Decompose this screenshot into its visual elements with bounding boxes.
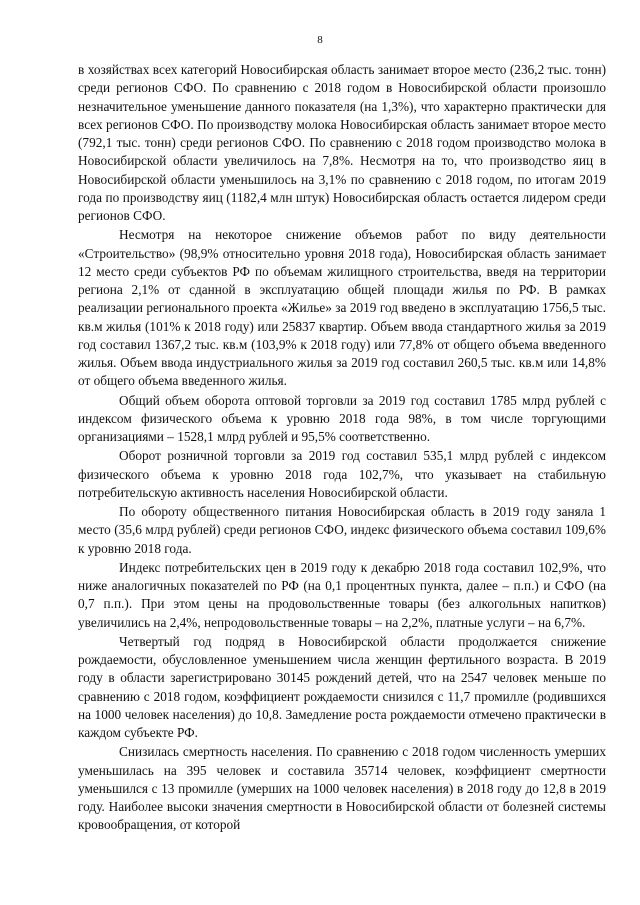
paragraph-wholesale-trade: Общий объем оборота оптовой торговли за 2019 год составил 1785 млрд рублей с индексом физического объема к уровню 2018 года 98%, в том числе торгующими организациями – 1528,1 млрд рублей и 95,5% соответственно. xyxy=(78,392,606,444)
paragraph-construction: Несмотря на некоторое снижение объемов работ по виду деятельности «Строительство» (98,9% относительно уровня 2018 года), Новосибирская область занимает 12 место среди субъектов РФ по объемам жилищного строительства, введя на территории региона 2,1% от сданной в эксплуатацию общей площади жилья по РФ. В рамках реализации регионального проекта «Жилье» за 2019 год введено в эксплуатацию 1756,5 тыс. кв.м жилья (101% к 2018 году) или 25837 квартир. Объем ввода стандартного жилья за 2019 год составил 1367,2 тыс. кв.м (103,9% к 2018 году) или 77,8% от общего объема введенного жилья. Объем ввода индустриального жилья за 2019 год составил 260,5 тыс. кв.м или 14,8% от общего объема введенного жилья. xyxy=(78,227,606,389)
paragraph-agriculture: в хозяйствах всех категорий Новосибирская область занимает второе место (236,2 тыс. тонн) среди регионов СФО. По сравнению с 2018 годом в Новосибирской области произошло незначительное уменьшение данного показателя (на 1,3%), что характерно практически для всех регионов СФО. По производству молока Новосибирская область занимает второе место (792,1 тыс. тонн) среди регионов СФО. По сравнению с 2018 годом производство молока в Новосибирской области увеличилось на 7,8%. Несмотря на то, что производство яиц в Новосибирской области уменьшилось на 3,1% по сравнению с 2018 годом, по итогам 2019 года по производству яиц (1182,4 млн штук) Новосибирская область остается лидером среди регионов СФО. xyxy=(78,62,606,223)
paragraph-mortality: Снизилась смертность населения. По сравнению с 2018 годом численность умерших уменьшилась на 395 человек и составила 35714 человек, коэффициент смертности уменьшился с 13 промилле (умерших на 1000 человек населения) в 2018 году до 12,8 в 2019 году. Наиболее высоки значения смертности в Новосибирской области от болезней системы кровообращения, от которой xyxy=(78,744,606,833)
paragraph-consumer-prices: Индекс потребительских цен в 2019 году к декабрю 2018 года составил 102,9%, что ниже аналогичных показателей по РФ (на 0,1 процентных пункта, далее – п.п.) и СФО (на 0,7 п.п.). При этом цены на продовольственные товары (без алкогольных напитков) увеличились на 2,4%, непродовольственные товары – на 2,2%, платные услуги – на 6,7%. xyxy=(78,559,606,630)
paragraph-birth-rate: Четвертый год подряд в Новосибирской области продолжается снижение рождаемости, обусловленное уменьшением числа женщин фертильного возраста. В 2019 году в области зарегистрировано 30145 рождений детей, что на 2547 человек меньше по сравнению с 2018 годом, коэффициент рождаемости снизился с 11,7 промилле (родившихся на 1000 человек населения) до 10,8. Замедление роста рождаемости отмечено практически в каждом субъекте РФ. xyxy=(78,633,606,740)
paragraph-retail-trade: Оборот розничной торговли за 2019 год составил 535,1 млрд рублей с индексом физического объема к уровню 2018 года 102,7%, что указывает на стабильную потребительскую активность населения Новосибирской области. xyxy=(78,448,606,500)
page-number: 8 xyxy=(317,34,323,46)
paragraph-catering: По обороту общественного питания Новосибирская область в 2019 году заняла 1 место (35,6 млрд рублей) среди регионов СФО, индекс физического объема составил 109,6% к уровню 2018 года. xyxy=(78,504,606,556)
page-body xyxy=(78,61,606,835)
